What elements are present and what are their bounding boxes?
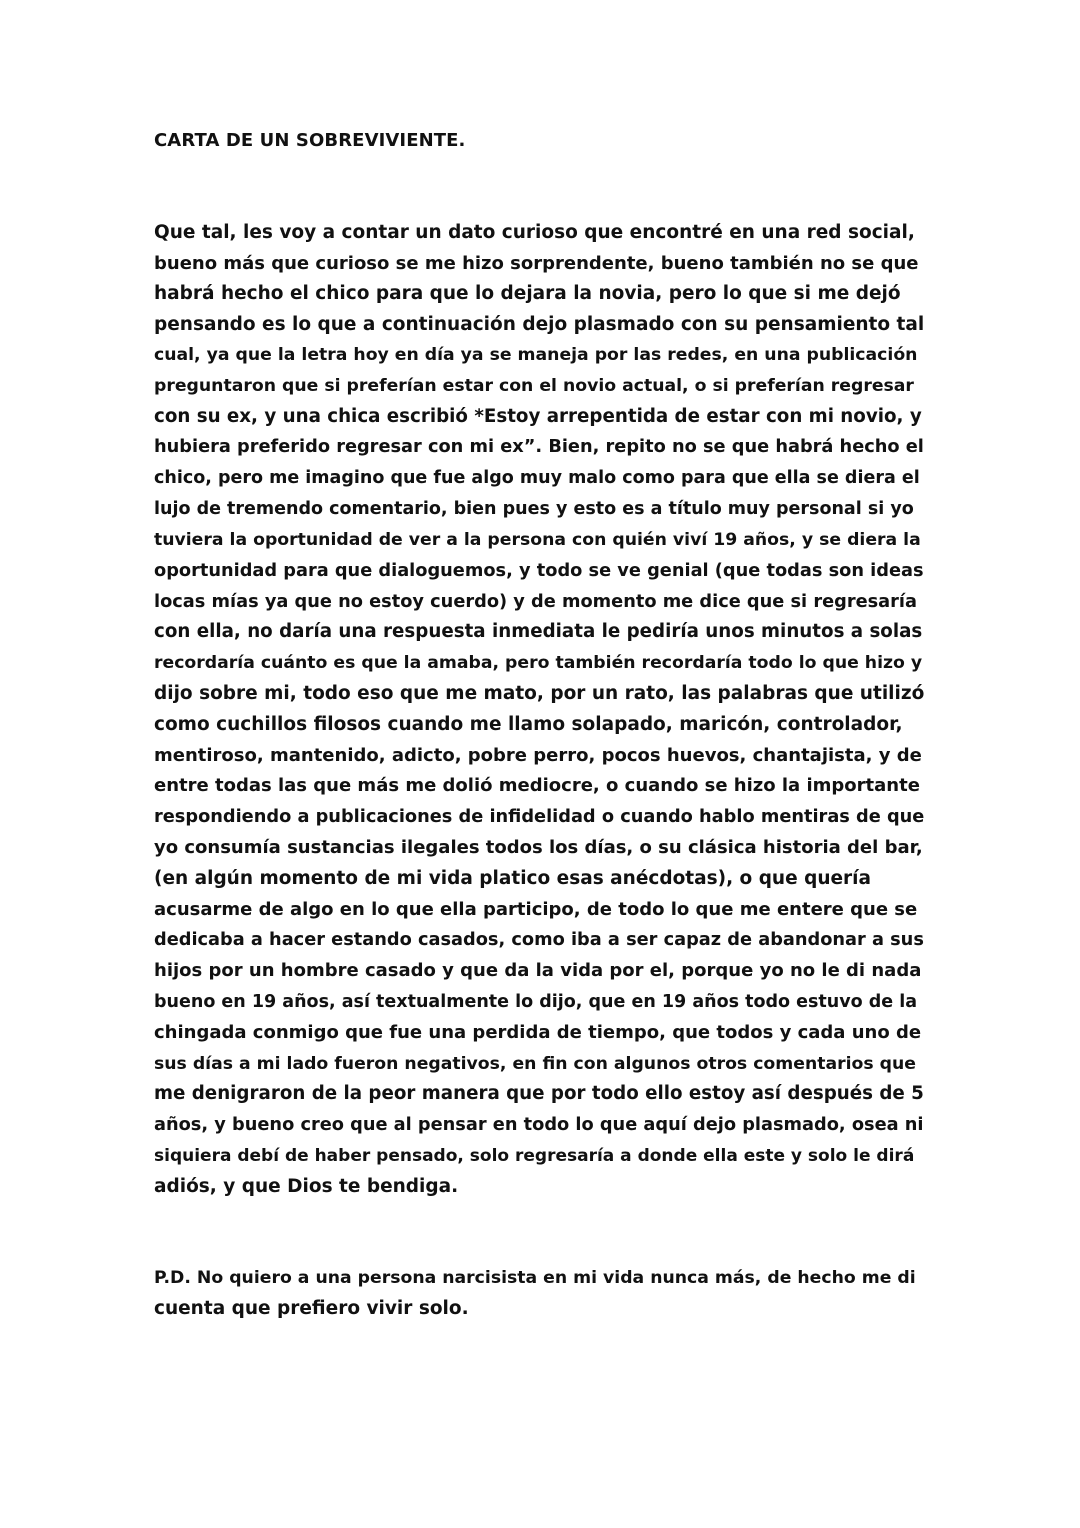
body-line: mentiroso, mantenido, adicto, pobre perro, pocos huevos, chantajista, y de — [154, 745, 922, 766]
body-line: entre todas las que más me dolió mediocre, o cuando se hizo la importante — [154, 775, 920, 796]
body-line: hubiera preferido regresar con mi ex”. Bien, repito no se que habrá hecho el — [154, 437, 924, 457]
body-line: dijo sobre mi, todo eso que me mato, por un rato, las palabras que utilizó — [154, 683, 925, 704]
body-line: Que tal, les voy a contar un dato curioso que encontré en una red social, — [154, 222, 915, 243]
document-title: CARTA DE UN SOBREVIVIENTE. — [154, 130, 466, 151]
body-line: yo consumía sustancias ilegales todos los días, o su clásica historia del bar, — [154, 837, 923, 858]
body-line: bueno en 19 años, así textualmente lo dijo, que en 19 años todo estuvo de la — [154, 992, 918, 1012]
body-line: preguntaron que si preferían estar con el novio actual, o si preferían regresar — [154, 376, 914, 396]
body-line: lujo de tremendo comentario, bien pues y esto es a título muy personal si yo — [154, 499, 914, 519]
body-line: dedicaba a hacer estando casados, como iba a ser capaz de abandonar a sus — [154, 930, 924, 950]
body-line: chingada conmigo que fue una perdida de tiempo, que todos y cada uno de — [154, 1022, 922, 1043]
body-line: acusarme de algo en lo que ella participo, de todo lo que me entere que se — [154, 899, 918, 920]
body-line: oportunidad para que dialoguemos, y todo se ve genial (que todas son ideas — [154, 561, 924, 581]
body-line: años, y bueno creo que al pensar en todo lo que aquí dejo plasmado, osea ni — [154, 1115, 924, 1135]
postscript-line: P.D. No quiero a una persona narcisista en mi vida nunca más, de hecho me di — [154, 1268, 916, 1288]
body-line: hijos por un hombre casado y que da la vida por el, porque yo no le di nada — [154, 960, 922, 981]
body-line: locas mías ya que no estoy cuerdo) y de momento me dice que si regresaría — [154, 592, 917, 612]
body-line: habrá hecho el chico para que lo dejara la novia, pero lo que si me dejó — [154, 283, 901, 304]
body-line: me denigraron de la peor manera que por todo ello estoy así después de 5 — [154, 1083, 924, 1104]
body-line: tuviera la oportunidad de ver a la persona con quién viví 19 años, y se diera la — [154, 530, 921, 550]
body-line: respondiendo a publicaciones de infidelidad o cuando hablo mentiras de que — [154, 807, 925, 827]
body-line: chico, pero me imagino que fue algo muy malo como para que ella se diera el — [154, 468, 920, 488]
body-line: (en algún momento de mi vida platico esas anécdotas), o que quería — [154, 868, 872, 889]
body-line: pensando es lo que a continuación dejo plasmado con su pensamiento tal — [154, 314, 925, 335]
body-line: recordaría cuánto es que la amaba, pero también recordaría todo lo que hizo y — [154, 653, 923, 673]
body-line: con su ex, y una chica escribió *Estoy arrepentida de estar con mi novio, y — [154, 406, 922, 427]
body-line: bueno más que curioso se me hizo sorprendente, bueno también no se que — [154, 253, 919, 274]
body-line: siquiera debí de haber pensado, solo regresaría a donde ella este y solo le dirá — [154, 1146, 915, 1166]
body-line: con ella, no daría una respuesta inmediata le pediría unos minutos a solas — [154, 621, 923, 642]
body-line: cual, ya que la letra hoy en día ya se maneja por las redes, en una publicación — [154, 345, 918, 365]
body-line: adiós, y que Dios te bendiga. — [154, 1176, 459, 1197]
body-line: como cuchillos filosos cuando me llamo solapado, maricón, controlador, — [154, 714, 903, 735]
postscript-line: cuenta que prefiero vivir solo. — [154, 1298, 469, 1319]
body-line: sus días a mi lado fueron negativos, en fin con algunos otros comentarios que — [154, 1054, 916, 1074]
